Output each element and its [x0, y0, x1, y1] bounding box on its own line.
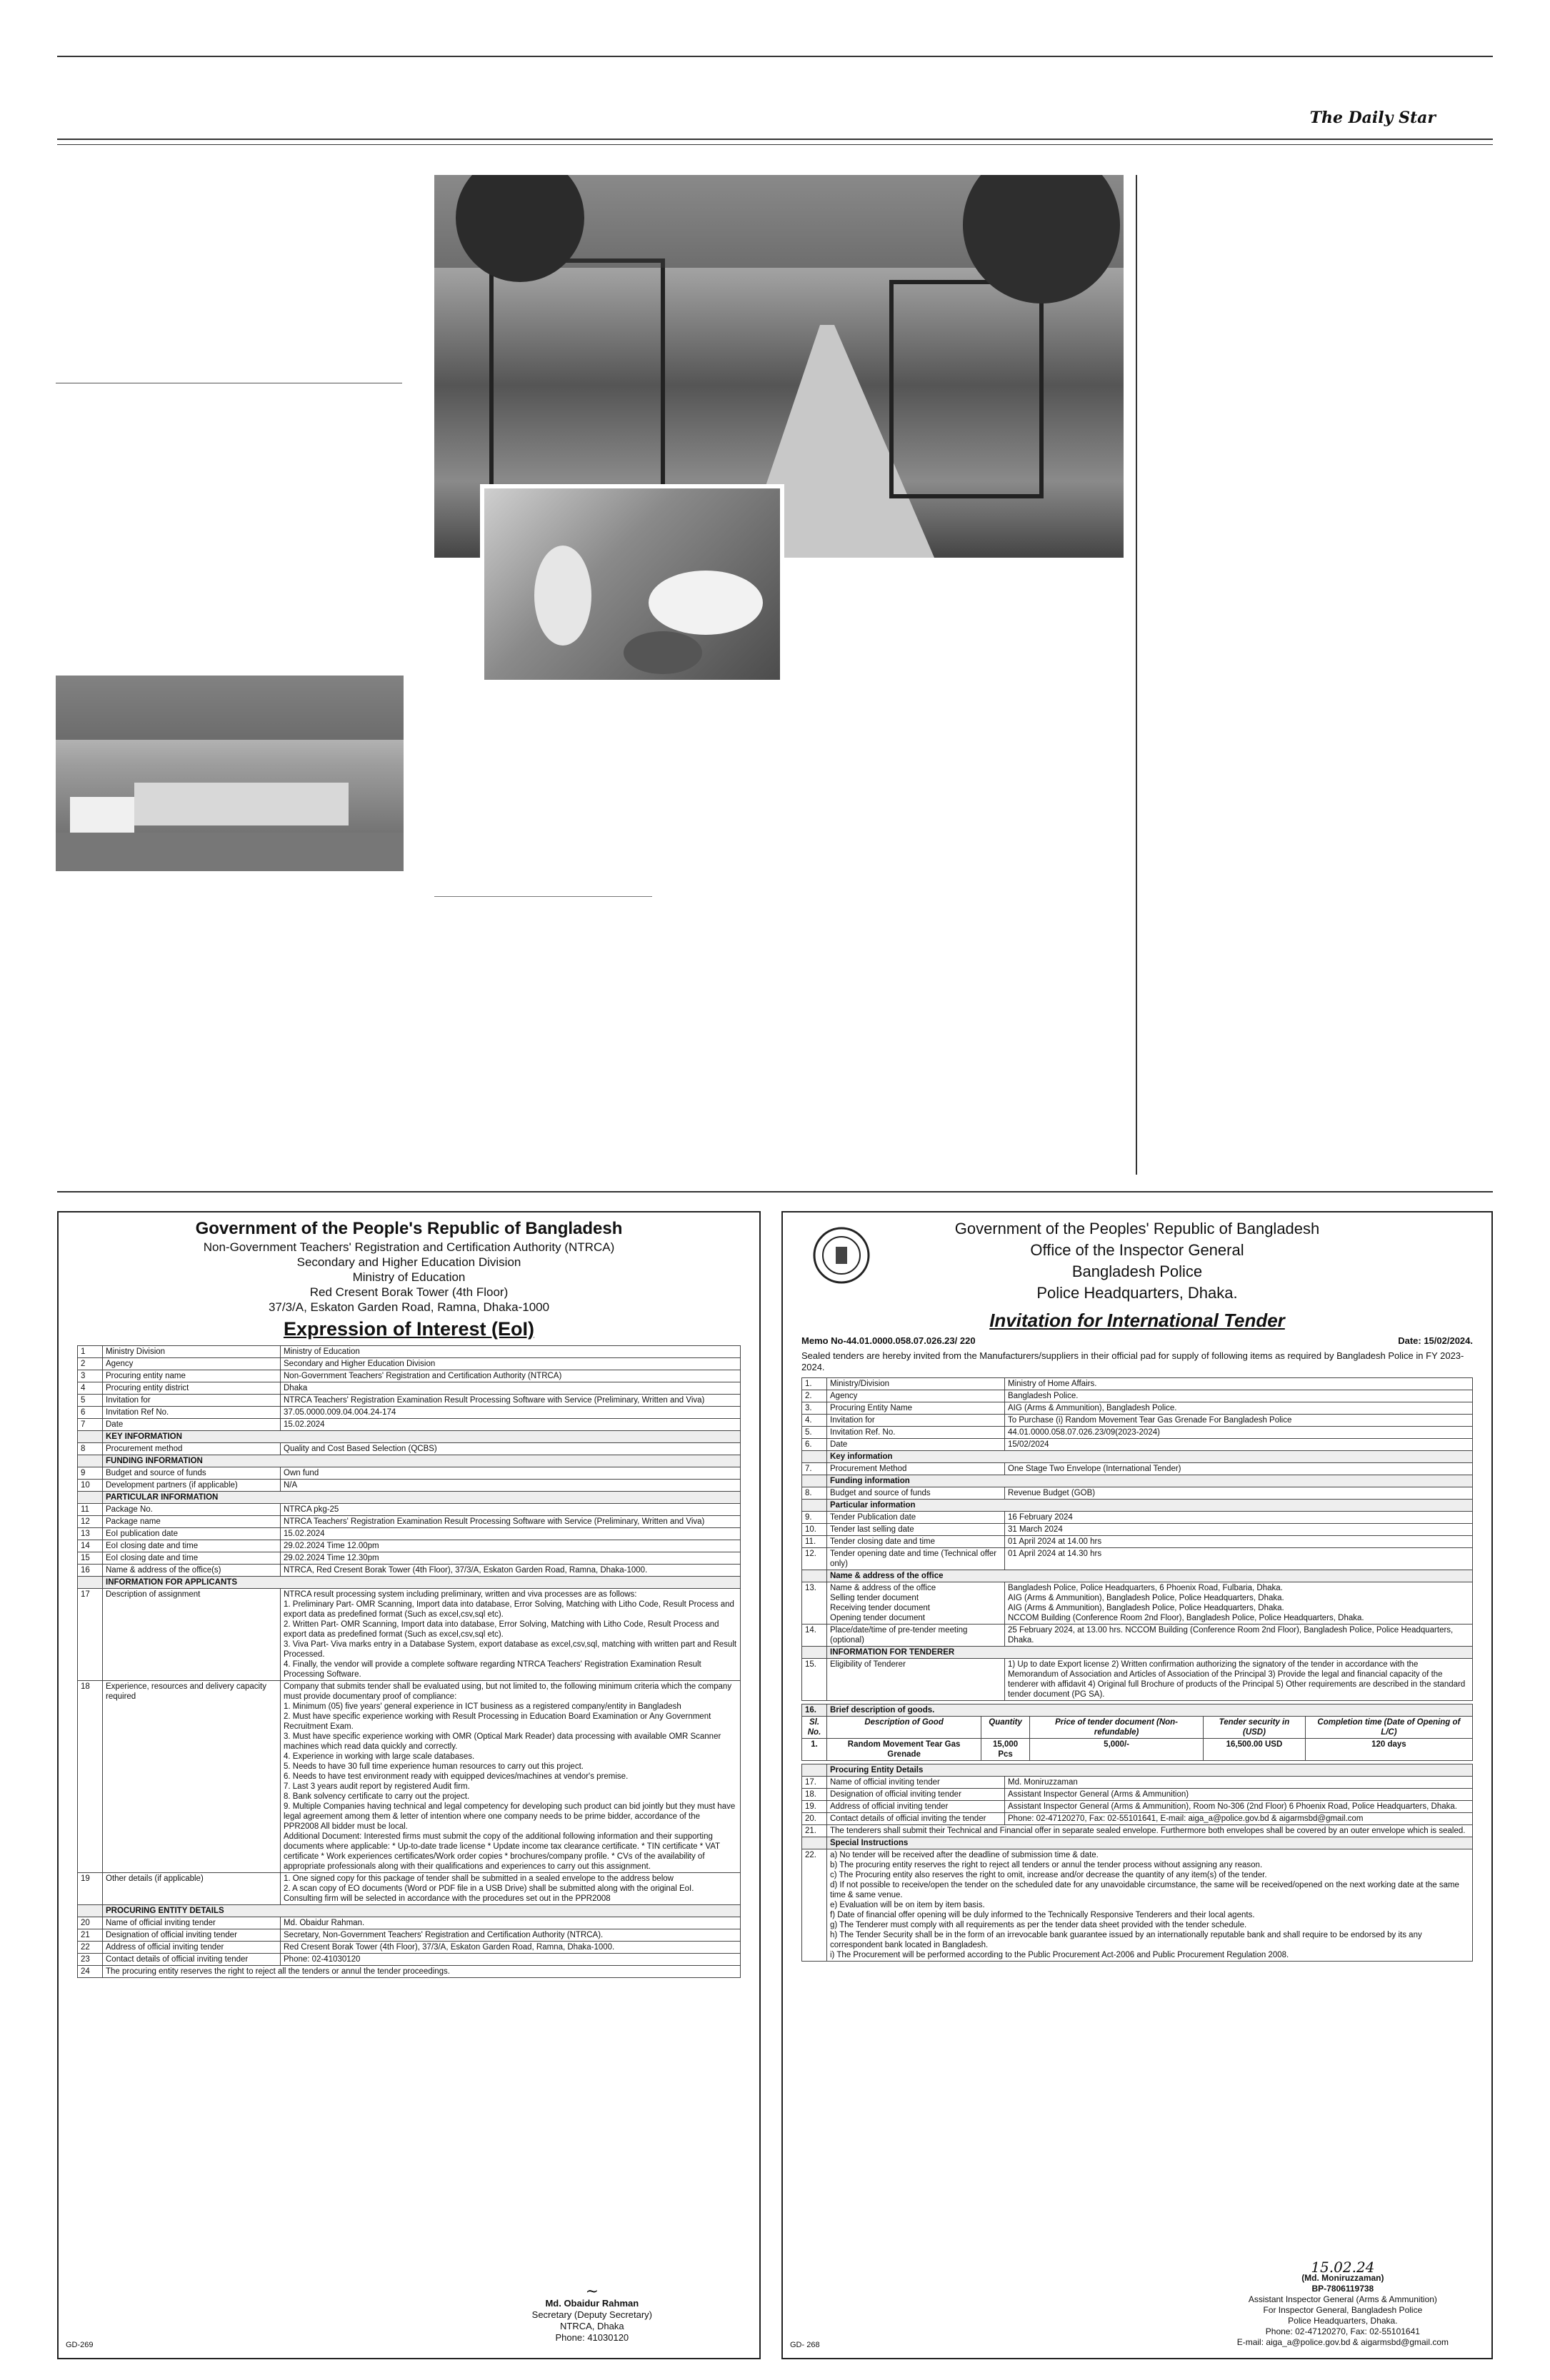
cell-k: Tender Publication date [827, 1512, 1005, 1524]
cell-v: Bangladesh Police. [1005, 1390, 1473, 1402]
sig2-email: E-mail: aiga_a@police.gov.bd & aigarmsbd@gmail.com [1236, 2337, 1449, 2347]
table-row [78, 1382, 741, 1395]
cell-k: Date [827, 1439, 1005, 1451]
cell-v: Company that submits tender shall be evaluated using, but not limited to, the following minimum criteria which the company must provide documentary proof of compliance: 1. Minimum (05) five years' general experience in ICT business as a registered company/entity in Bangladesh 2. Must have specific experience working with Result Processing in Education Board Examination or Any Government Recruitment Exam. 3. Must have specific experience working with OMR (Optical Mark Reader) data processing with available OMR Scanner machines which read data quickly and correctly. 4. Experience in working with large scale databases. 5. Needs to have 30 full time experience human resources to carry out this project. 6. Needs to have test environment ready with equipped devices/machines at vendor's premise. 7. Last 3 years audit report by registered Audit firm. 8. Bank solvency certificate to carry out the project. 9. Multiple Companies having technical and legal competency for developing such product can bid jointly but they must have legal agreement among them & letter of intention where one company needs to be prime bidder, accordance of the PPR2008 All bidder must be local. Additional Document: Interested firms must submit the copy of the additional following information and their supporting documents where applicable: * Up-to-date trade license * Update income tax clearance certificate. * TIN certificate * VAT certificate * Work experiences certificates/Work order copies * brochures/company profile. * CVs of the availability of appropriate professionals along with their qualifications and experiences to carry out this assignment. [281, 1681, 741, 1873]
goods-cell-security: 16,500.00 USD [1204, 1739, 1306, 1761]
cell-v: Dhaka [281, 1382, 741, 1395]
cell-n: 14 [78, 1540, 103, 1552]
table-row [78, 1492, 741, 1504]
cell-n: 9 [78, 1467, 103, 1480]
cell-v: 15/02/2024 [1005, 1439, 1473, 1451]
cell-n: 10 [78, 1480, 103, 1492]
cell-n: 14. [802, 1625, 827, 1647]
cell-n: 2. [802, 1390, 827, 1402]
cell-n: 9. [802, 1512, 827, 1524]
goods-col-security: Tender security in (USD) [1204, 1717, 1306, 1739]
ad-ntrca-division: Secondary and Higher Education Division [296, 1255, 521, 1269]
cell-k: Place/date/time of pre-tender meeting (optional) [827, 1625, 1005, 1647]
cell-k: Procuring entity district [103, 1382, 281, 1395]
cell-v: 15.02.2024 [281, 1528, 741, 1540]
goods-cell-qty: 15,000 Pcs [981, 1739, 1030, 1761]
cell-k: INFORMATION FOR APPLICANTS [103, 1577, 741, 1589]
cell-k: Name of official inviting tender [827, 1777, 1005, 1789]
table-row [78, 1431, 741, 1443]
cell-n: 11. [802, 1536, 827, 1548]
cell-v: AIG (Arms & Ammunition), Bangladesh Police. [1005, 1402, 1473, 1415]
table-row [78, 1346, 741, 1358]
table-row [78, 1528, 741, 1540]
table-row [78, 1480, 741, 1492]
cell-n: 20 [78, 1917, 103, 1929]
cell-n: 16 [78, 1565, 103, 1577]
cell-v: Own fund [281, 1467, 741, 1480]
table-row [802, 1500, 1473, 1512]
cell-n [78, 1905, 103, 1917]
cell-v: Non-Government Teachers' Registration and Certification Authority (NTRCA) [281, 1370, 741, 1382]
cell-k: Eligibility of Tenderer [827, 1659, 1005, 1701]
cell-k: KEY INFORMATION [103, 1431, 741, 1443]
cell-k: PARTICULAR INFORMATION [103, 1492, 741, 1504]
cell-k: Date [103, 1419, 281, 1431]
cell-n [802, 1451, 827, 1463]
table-row [78, 1540, 741, 1552]
cell-n [802, 1837, 827, 1849]
cell-k: EoI closing date and time [103, 1540, 281, 1552]
table-row [802, 1659, 1473, 1701]
table-row [802, 1825, 1473, 1837]
table-row [802, 1777, 1473, 1789]
cell-v: 31 March 2024 [1005, 1524, 1473, 1536]
ad-police-org: Bangladesh Police [1071, 1262, 1203, 1280]
street-illustration [56, 676, 404, 871]
masthead-logo: The Daily Star [1309, 109, 1436, 127]
cell-n: 20. [802, 1813, 827, 1825]
cell-k: Invitation Ref No. [103, 1407, 281, 1419]
cell-n [802, 1475, 827, 1487]
ad-ntrca-eoi [57, 1211, 761, 2359]
ad-ntrca-code: GD-269 [66, 2341, 94, 2349]
cell-k: Name & address of the office(s) [103, 1565, 281, 1577]
table-row [78, 1419, 741, 1431]
cell-k: Tender closing date and time [827, 1536, 1005, 1548]
cell-v: Phone: 02-47120270, Fax: 02-55101641, E-mail: aiga_a@police.gov.bd & aigarmsbd@gmail.com [1005, 1813, 1473, 1825]
cell-n: 22 [78, 1942, 103, 1954]
ad-ntrca-title: Expression of Interest (EoI) [283, 1318, 535, 1340]
table-row [78, 1966, 741, 1978]
cell-k: Description of assignment [103, 1589, 281, 1681]
goods-cell-sl: 1. [802, 1739, 827, 1761]
police-emblem-icon [811, 1225, 871, 1285]
cell-k: Agency [103, 1358, 281, 1370]
table-row [78, 1589, 741, 1681]
cell-n [802, 1647, 827, 1659]
table-row [802, 1570, 1473, 1582]
table-row [802, 1625, 1473, 1647]
cell-n: 18. [802, 1789, 827, 1801]
separator-mid [434, 896, 652, 897]
cell-v: 25 February 2024, at 13.00 hrs. NCCOM Building (Conference Room 2nd Floor), Bangladesh Police, Police Headquarters, Dhaka. [1005, 1625, 1473, 1647]
ad-police-tender [781, 1211, 1493, 2359]
cell-k: Procurement Method [827, 1463, 1005, 1475]
cell-n: 19 [78, 1873, 103, 1905]
ad-ntrca-ministry: Ministry of Education [352, 1270, 466, 1284]
table-row [802, 1451, 1473, 1463]
table-row [802, 1524, 1473, 1536]
cell-n: 8 [78, 1443, 103, 1455]
cell-n [78, 1492, 103, 1504]
ad-ntrca-header [77, 1218, 741, 1340]
cell-k: Development partners (if applicable) [103, 1480, 281, 1492]
table-row [802, 1647, 1473, 1659]
cows-illustration [484, 488, 780, 680]
cell-n: 1 [78, 1346, 103, 1358]
cell-v: NTRCA Teachers' Registration Examination Result Processing Software with Service (Preliminary, Written and Viva) [281, 1516, 741, 1528]
cell-n: 15. [802, 1659, 827, 1701]
cell-n: 6 [78, 1407, 103, 1419]
sig-designation: Secretary (Deputy Secretary) [531, 2309, 652, 2320]
signature-scribble-left: ~ [585, 2283, 599, 2301]
table-row [78, 1370, 741, 1382]
cell-k: INFORMATION FOR TENDERER [827, 1647, 1473, 1659]
photo-man-with-cows [480, 484, 784, 684]
sig2-name: (Md. Moniruzzaman) [1301, 2273, 1384, 2283]
cell-k: a) No tender will be received after the deadline of submission time & date. b) The procuring entity reserves the right to reject all tenders or annul the tender process without assigning any reason. c) The Procuring entity also reserves the right to omit, increase and/or decrease the quantity of any item(s) of the tender. d) If not possible to receive/open the tender on the scheduled date for any unavoidable circumstance, the same will be received/opened on the next working date at the same time & same venue. e) Evaluation will be on item by item basis. f) Date of financial offer opening will be duly informed to the Technically Responsive Tenderers and their local agents. g) The Tenderer must comply with all requirements as per the tender data sheet provided with the tender schedule. h) The Tender Security shall be in the form of an irrevocable bank guarantee issued by an internationally reputable bank and shall require to be endorsed by its any correspondent bank located in Bangladesh. i) The Procurement will be performed according to the Public Procurement Act-2006 and Public Procurement Regulation 2008. [827, 1849, 1473, 1962]
cell-v: Revenue Budget (GOB) [1005, 1487, 1473, 1500]
tender-intro: Sealed tenders are hereby invited from the Manufacturers/suppliers in their official pad for supply of following items as required by Bangladesh Police in FY 2023-2024. [801, 1350, 1464, 1372]
cell-v: Assistant Inspector General (Arms & Ammunition), Room No-306 (2nd Floor) 6 Phoenix Road, Police Headquarters, Dhaka. [1005, 1801, 1473, 1813]
cell-n: 5 [78, 1395, 103, 1407]
cell-n: 21. [802, 1825, 827, 1837]
cell-v: Phone: 02-41030120 [281, 1954, 741, 1966]
table-row [78, 1905, 741, 1917]
cell-v: 1) Up to date Export license 2) Written confirmation authorizing the signatory of the tender in accordance with the Memorandum of Association and Articles of Association of the Principal 3) Provide the legal and financial capacity of the tenderer with affidavit 4) Original full Brochure of products of the Principal 5) Other requirements are described in the standard tender document (PG SA). [1005, 1659, 1473, 1701]
cell-v: One Stage Two Envelope (International Tender) [1005, 1463, 1473, 1475]
cell-k: Particular information [827, 1500, 1473, 1512]
memo-date: Date: 15/02/2024. [1398, 1335, 1473, 1346]
table-row [802, 1849, 1473, 1962]
table-row [802, 1837, 1473, 1849]
ad-police-header [801, 1218, 1473, 1331]
sig-name: Md. Obaidur Rahman [545, 2298, 639, 2309]
cell-n: 4 [78, 1382, 103, 1395]
ad-ntrca-signature [531, 2283, 652, 2344]
cell-v: Md. Obaidur Rahman. [281, 1917, 741, 1929]
sig-office: NTRCA, Dhaka [560, 2321, 624, 2331]
cell-k: Ministry/Division [827, 1378, 1005, 1390]
masthead-rule-1 [57, 139, 1493, 140]
cell-n: 6. [802, 1439, 827, 1451]
goods-heading: Brief description of goods. [827, 1704, 1473, 1717]
cell-n: 18 [78, 1681, 103, 1873]
cell-n: 11 [78, 1504, 103, 1516]
cell-k: Experience, resources and delivery capacity required [103, 1681, 281, 1873]
table-row [78, 1504, 741, 1516]
cell-k: Budget and source of funds [827, 1487, 1005, 1500]
sig-phone: Phone: 41030120 [555, 2332, 629, 2343]
table-row [802, 1415, 1473, 1427]
goods-col-price: Price of tender document (Non-refundable) [1030, 1717, 1204, 1739]
table-row [802, 1390, 1473, 1402]
tender-table-2 [801, 1764, 1473, 1962]
cell-k: Special Instructions [827, 1837, 1473, 1849]
table-row [78, 1443, 741, 1455]
cell-k: Designation of official inviting tender [827, 1789, 1005, 1801]
cell-v: 44.01.0000.058.07.026.23/09(2023-2024) [1005, 1427, 1473, 1439]
cell-n: 1. [802, 1378, 827, 1390]
cell-v: 01 April 2024 at 14.30 hrs [1005, 1548, 1473, 1570]
cell-v: 16 February 2024 [1005, 1512, 1473, 1524]
ads-rule [57, 1191, 1493, 1192]
cell-v: NTRCA pkg-25 [281, 1504, 741, 1516]
cell-n: 13 [78, 1528, 103, 1540]
sig2-for: For Inspector General, Bangladesh Police [1263, 2305, 1423, 2315]
cell-n [78, 1455, 103, 1467]
cell-k: Name & address of the office Selling tender document Receiving tender document Opening tender document [827, 1582, 1005, 1625]
ad-police-code: GD- 268 [790, 2341, 820, 2349]
cell-k: Contact details of official inviting tender [103, 1954, 281, 1966]
cell-n: 3. [802, 1402, 827, 1415]
table-row [78, 1954, 741, 1966]
masthead-rule-2 [57, 144, 1493, 145]
cell-k: Tender last selling date [827, 1524, 1005, 1536]
cell-n: 12. [802, 1548, 827, 1570]
table-row [78, 1681, 741, 1873]
table-row [802, 1378, 1473, 1390]
table-row [78, 1942, 741, 1954]
cell-n [78, 1577, 103, 1589]
table-row [78, 1467, 741, 1480]
sig2-phone: Phone: 02-47120270, Fax: 02-55101641 [1265, 2326, 1420, 2336]
table-row [78, 1395, 741, 1407]
cell-k: Other details (if applicable) [103, 1873, 281, 1905]
memo-number: Memo No-44.01.0000.058.07.026.23/ 220 [801, 1335, 976, 1346]
cell-n: 24 [78, 1966, 103, 1978]
cell-n [802, 1500, 827, 1512]
cell-k: Tender opening date and time (Technical offer only) [827, 1548, 1005, 1570]
cell-k: Invitation for [103, 1395, 281, 1407]
cell-k: EoI closing date and time [103, 1552, 281, 1565]
table-row [802, 1582, 1473, 1625]
ad-police-govt: Government of the Peoples' Republic of Bangladesh [954, 1220, 1320, 1237]
cell-n: 19. [802, 1801, 827, 1813]
table-row [78, 1552, 741, 1565]
cell-n: 2 [78, 1358, 103, 1370]
cell-n: 8. [802, 1487, 827, 1500]
goods-table: 16. Brief description of goods. Sl. No. Description of Good Quantity Price of tender document (Non-refundable) Tender security in (USD) Completion time (Date of Opening of L/C) 1. Random Movement Tear Gas Grenade 15,000 Pcs 5,000/- 16,500.00 USD 120 days [801, 1704, 1473, 1761]
ad-ntrca-address: 37/3/A, Eskaton Garden Road, Ramna, Dhaka-1000 [268, 1300, 550, 1314]
cell-k: PROCURING ENTITY DETAILS [103, 1905, 741, 1917]
table-row [802, 1789, 1473, 1801]
sig2-bp: BP-7806119738 [1311, 2284, 1374, 2294]
table-row [802, 1548, 1473, 1570]
cell-v: 29.02.2024 Time 12.00pm [281, 1540, 741, 1552]
cell-k: Agency [827, 1390, 1005, 1402]
cell-n: 13. [802, 1582, 827, 1625]
column-divider [1136, 175, 1137, 1175]
ad-police-signature [1236, 2259, 1449, 2348]
cell-n: 7 [78, 1419, 103, 1431]
table-row [802, 1801, 1473, 1813]
cell-k: Procuring Entity Details [827, 1764, 1473, 1777]
cell-k: FUNDING INFORMATION [103, 1455, 741, 1467]
cell-k: Name & address of the office [827, 1570, 1473, 1582]
table-row [78, 1577, 741, 1589]
cell-v: Red Cresent Borak Tower (4th Floor), 37/3/A, Eskaton Garden Road, Ramna, Dhaka-1000. [281, 1942, 741, 1954]
cell-k: Ministry Division [103, 1346, 281, 1358]
table-row [78, 1358, 741, 1370]
cell-n [802, 1570, 827, 1582]
cell-k: Budget and source of funds [103, 1467, 281, 1480]
cell-k: Procurement method [103, 1443, 281, 1455]
cell-k: Procuring Entity Name [827, 1402, 1005, 1415]
cell-k: Procuring entity name [103, 1370, 281, 1382]
cell-n: 7. [802, 1463, 827, 1475]
cell-n [802, 1764, 827, 1777]
cell-v: Md. Moniruzzaman [1005, 1777, 1473, 1789]
table-row [802, 1536, 1473, 1548]
cell-k: Package name [103, 1516, 281, 1528]
cell-k: Name of official inviting tender [103, 1917, 281, 1929]
cell-v: Assistant Inspector General (Arms & Ammunition) [1005, 1789, 1473, 1801]
cell-k: Funding information [827, 1475, 1473, 1487]
cell-n: 4. [802, 1415, 827, 1427]
table-row [802, 1475, 1473, 1487]
goods-col-desc: Description of Good [827, 1717, 981, 1739]
goods-col-qty: Quantity [981, 1717, 1030, 1739]
ad-ntrca-authority: Non-Government Teachers' Registration and Certification Authority (NTRCA) [203, 1240, 615, 1254]
ad-police-title: Invitation for International Tender [989, 1310, 1285, 1331]
cell-v: Ministry of Home Affairs. [1005, 1378, 1473, 1390]
tender-table [801, 1377, 1473, 1701]
sig2-designation: Assistant Inspector General (Arms & Ammunition) [1248, 2294, 1437, 2304]
cell-v: Secondary and Higher Education Division [281, 1358, 741, 1370]
table-row [78, 1917, 741, 1929]
top-rule [57, 56, 1493, 57]
cell-v: Bangladesh Police, Police Headquarters, 6 Phoenix Road, Fulbaria, Dhaka. AIG (Arms & Ammunition), Bangladesh Police, Police Headquarters, Dhaka. AIG (Arms & Ammunition), Bangladesh Police, Police Headquarters, Dhaka. NCCOM Building (Conference Room 2nd Floor), Bangladesh Police, Police Headquarters, Dhaka. [1005, 1582, 1473, 1625]
eoi-table [77, 1345, 741, 1978]
cell-k: Designation of official inviting tender [103, 1929, 281, 1942]
table-row [78, 1455, 741, 1467]
cell-k: Address of official inviting tender [827, 1801, 1005, 1813]
cell-k: Invitation Ref. No. [827, 1427, 1005, 1439]
table-row [78, 1873, 741, 1905]
table-row [802, 1427, 1473, 1439]
cell-k: Address of official inviting tender [103, 1942, 281, 1954]
cell-n: 10. [802, 1524, 827, 1536]
cell-k: The tenderers shall submit their Technical and Financial offer in separate sealed envelope. Furthermore both envelopes shall be covered by an outer envelope which is sealed. [827, 1825, 1473, 1837]
table-row [802, 1487, 1473, 1500]
cell-v: To Purchase (i) Random Movement Tear Gas Grenade For Bangladesh Police [1005, 1415, 1473, 1427]
cell-v: Secretary, Non-Government Teachers' Registration and Certification Authority (NTRCA). [281, 1929, 741, 1942]
cell-n: 3 [78, 1370, 103, 1382]
cell-v: NTRCA result processing system including preliminary, written and viva processes are as follows: 1. Preliminary Part- OMR Scanning, Import data into database, Error Solving, Matching with Litho Code, Result Process and export data as predefined format (Such as excel,csv,sql etc). 2. Written Part- OMR Scanning, Import data into database, Error Solving, Matching with Litho Code, Result Process and export data as predefined format (Such as excel,csv,sql etc). 3. Viva Part- Viva marks entry in a Database System, export database as excel,csv,sql, matching with written part and Result Processed. 4. Finally, the vendor will provide a complete software regarding NTRCA Teachers' Registration Examination Result Processing Software. [281, 1589, 741, 1681]
cell-n: 22. [802, 1849, 827, 1962]
memo-line [801, 1335, 1473, 1346]
cell-v: 01 April 2024 at 14.00 hrs [1005, 1536, 1473, 1548]
cell-v: N/A [281, 1480, 741, 1492]
cell-k: Invitation for [827, 1415, 1005, 1427]
cell-v: Quality and Cost Based Selection (QCBS) [281, 1443, 741, 1455]
table-row [802, 1463, 1473, 1475]
ad-ntrca-govt: Government of the People's Republic of Bangladesh [195, 1219, 623, 1238]
cell-n: 17. [802, 1777, 827, 1789]
cell-v: 37.05.0000.009.04.004.24-174 [281, 1407, 741, 1419]
photo-street-benches [56, 676, 404, 871]
table-row [78, 1929, 741, 1942]
cell-n: 17 [78, 1589, 103, 1681]
signature-handwritten: 15.02.24 [1311, 2259, 1375, 2276]
table-row [802, 1512, 1473, 1524]
cell-n: 12 [78, 1516, 103, 1528]
goods-col-sl: Sl. No. [802, 1717, 827, 1739]
table-row [802, 1402, 1473, 1415]
sig2-office: Police Headquarters, Dhaka. [1288, 2316, 1398, 2326]
cell-v: 29.02.2024 Time 12.30pm [281, 1552, 741, 1565]
table-row [78, 1407, 741, 1419]
ad-police-hq: Police Headquarters, Dhaka. [1036, 1284, 1238, 1302]
goods-cell-price: 5,000/- [1030, 1739, 1204, 1761]
ad-ntrca-building: Red Cresent Borak Tower (4th Floor) [309, 1285, 509, 1299]
cell-k: Contact details of official inviting the tender [827, 1813, 1005, 1825]
table-row [78, 1516, 741, 1528]
cell-n: 23 [78, 1954, 103, 1966]
table-row [802, 1439, 1473, 1451]
cell-k: Package No. [103, 1504, 281, 1516]
table-row [78, 1565, 741, 1577]
cell-n [78, 1431, 103, 1443]
goods-cell-desc: Random Movement Tear Gas Grenade [827, 1739, 981, 1761]
goods-col-completion: Completion time (Date of Opening of L/C) [1305, 1717, 1472, 1739]
cell-v: NTRCA Teachers' Registration Examination Result Processing Software with Service (Preliminary, Written and Viva) [281, 1395, 741, 1407]
table-row [802, 1813, 1473, 1825]
ad-police-office: Office of the Inspector General [1030, 1241, 1244, 1259]
cell-n: 5. [802, 1427, 827, 1439]
cell-n: 15 [78, 1552, 103, 1565]
table-row [802, 1764, 1473, 1777]
cell-k: Key information [827, 1451, 1473, 1463]
cell-v: Ministry of Education [281, 1346, 741, 1358]
cell-k: EoI publication date [103, 1528, 281, 1540]
goods-cell-completion: 120 days [1305, 1739, 1472, 1761]
cell-v: NTRCA, Red Cresent Borak Tower (4th Floor), 37/3/A, Eskaton Garden Road, Ramna, Dhaka-1000. [281, 1565, 741, 1577]
cell-n: 21 [78, 1929, 103, 1942]
cell-v: 15.02.2024 [281, 1419, 741, 1431]
cell-k: The procuring entity reserves the right to reject all the tenders or annul the tender proceedings. [103, 1966, 741, 1978]
cell-v: 1. One signed copy for this package of tender shall be submitted in a sealed envelope to the address below 2. A scan copy of EO documents (Word or PDF file in a USB Drive) shall be submitted along with the original EoI. Consulting firm will be selected in accordance with the procedures set out in the PPR2008 [281, 1873, 741, 1905]
